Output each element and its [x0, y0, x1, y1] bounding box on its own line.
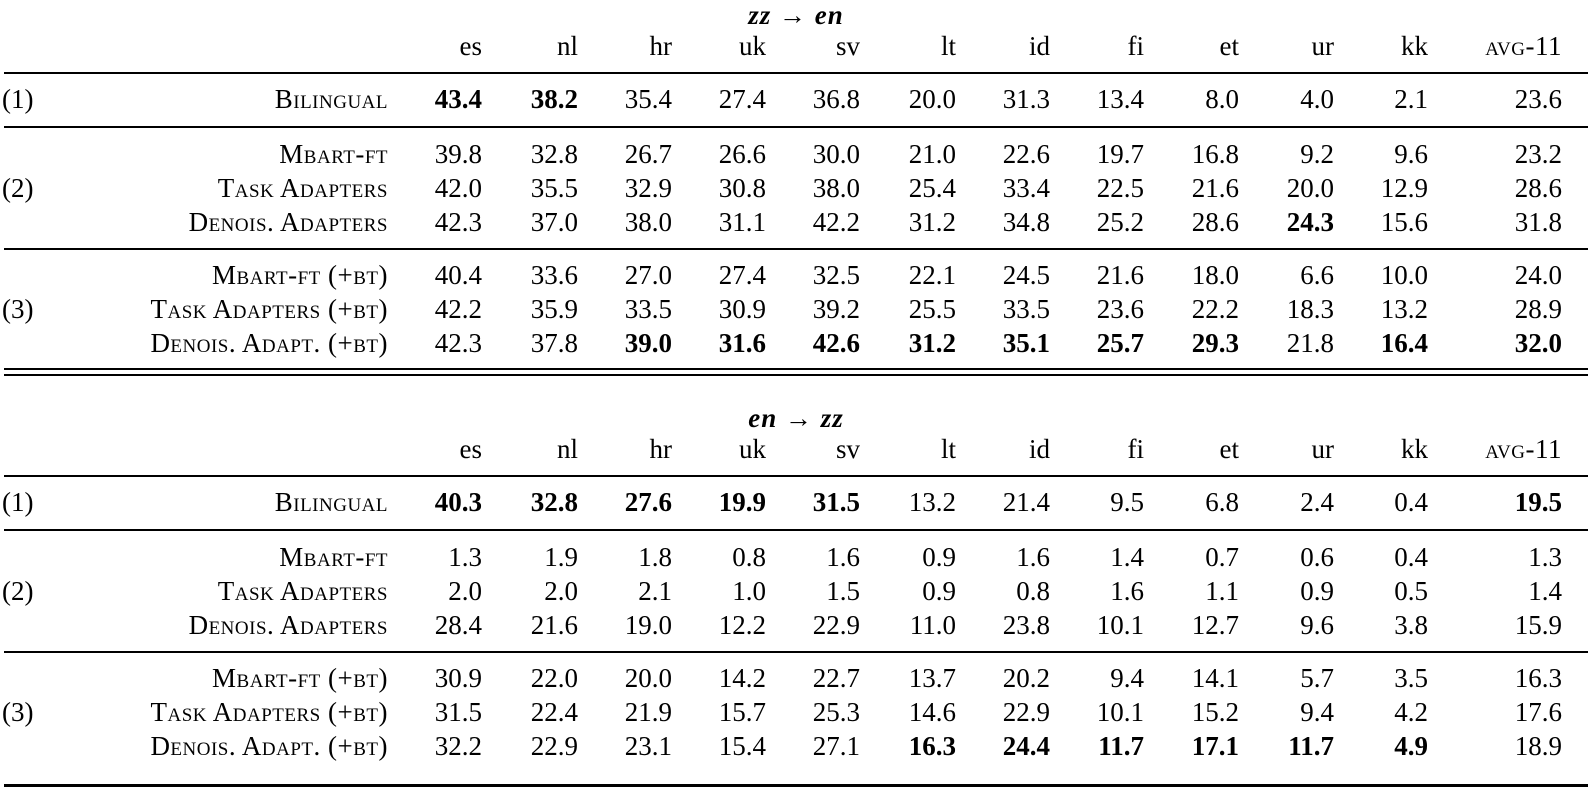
value-cell: 42.0 — [434, 173, 482, 203]
column-header: lt — [940, 434, 956, 464]
bottom-rule — [4, 784, 1588, 787]
value-cell: 39.8 — [434, 139, 482, 169]
value-cell: 0.4 — [1394, 542, 1428, 572]
group-label: (1) — [2, 84, 34, 114]
system-name: Denois. Adapt. (+bt) — [150, 731, 388, 761]
value-cell: 38.2 — [530, 84, 578, 114]
value-cell: 27.4 — [718, 260, 766, 290]
value-cell: 12.9 — [1380, 173, 1428, 203]
system-name: Denois. Adapters — [188, 207, 388, 237]
value-cell: 37.0 — [530, 207, 578, 237]
column-header: uk — [739, 31, 766, 61]
value-cell: 9.5 — [1110, 487, 1144, 517]
value-cell: 14.6 — [908, 697, 956, 727]
value-cell: 4.2 — [1394, 697, 1428, 727]
value-cell: 22.6 — [1002, 139, 1050, 169]
value-cell: 6.6 — [1300, 260, 1334, 290]
value-cell: 35.9 — [530, 294, 578, 324]
value-cell: 32.9 — [624, 173, 672, 203]
value-cell: 21.0 — [908, 139, 956, 169]
value-cell: 8.0 — [1205, 84, 1239, 114]
column-header: fi — [1127, 31, 1144, 61]
value-cell: 34.8 — [1002, 207, 1050, 237]
value-cell: 42.3 — [434, 207, 482, 237]
system-name: Task Adapters — [217, 576, 388, 606]
value-cell: 2.4 — [1300, 487, 1334, 517]
value-cell: 27.6 — [624, 487, 672, 517]
value-cell: 10.0 — [1380, 260, 1428, 290]
column-header: lt — [940, 31, 956, 61]
value-cell: 20.2 — [1002, 663, 1050, 693]
value-cell: 25.2 — [1096, 207, 1144, 237]
value-cell: 22.2 — [1191, 294, 1239, 324]
value-cell: 19.5 — [1514, 487, 1562, 517]
group-rule — [4, 126, 1588, 128]
value-cell: 1.6 — [826, 542, 860, 572]
value-cell: 9.4 — [1300, 697, 1334, 727]
group-label: (3) — [2, 294, 34, 324]
value-cell: 2.1 — [1394, 84, 1428, 114]
value-cell: 33.5 — [1002, 294, 1050, 324]
value-cell: 40.4 — [434, 260, 482, 290]
system-name: Mbart-ft — [279, 542, 388, 572]
value-cell: 10.1 — [1096, 610, 1144, 640]
value-cell: 33.6 — [530, 260, 578, 290]
value-cell: 1.8 — [638, 542, 672, 572]
value-cell: 21.6 — [530, 610, 578, 640]
system-name: Mbart-ft (+bt) — [212, 663, 388, 693]
column-header: nl — [556, 434, 578, 464]
group-label: (2) — [2, 173, 34, 203]
value-cell: 30.9 — [434, 663, 482, 693]
value-cell: 14.1 — [1191, 663, 1239, 693]
value-cell: 32.8 — [530, 487, 578, 517]
column-header: avg-11 — [1485, 434, 1562, 464]
value-cell: 37.8 — [530, 328, 578, 358]
value-cell: 0.9 — [922, 542, 956, 572]
value-cell: 1.4 — [1110, 542, 1144, 572]
value-cell: 15.9 — [1514, 610, 1562, 640]
value-cell: 25.5 — [908, 294, 956, 324]
value-cell: 19.9 — [718, 487, 766, 517]
system-name: Task Adapters (+bt) — [150, 294, 388, 324]
column-header: sv — [835, 31, 860, 61]
value-cell: 23.6 — [1514, 84, 1562, 114]
value-cell: 29.3 — [1191, 328, 1239, 358]
value-cell: 28.6 — [1191, 207, 1239, 237]
column-header: fi — [1127, 434, 1144, 464]
value-cell: 10.1 — [1096, 697, 1144, 727]
value-cell: 32.5 — [812, 260, 860, 290]
value-cell: 2.0 — [448, 576, 482, 606]
value-cell: 2.1 — [638, 576, 672, 606]
column-header: es — [459, 31, 482, 61]
value-cell: 27.4 — [718, 84, 766, 114]
value-cell: 21.6 — [1096, 260, 1144, 290]
value-cell: 3.8 — [1394, 610, 1428, 640]
value-cell: 1.1 — [1205, 576, 1239, 606]
value-cell: 31.1 — [718, 207, 766, 237]
direction-header: zz → en — [748, 0, 844, 30]
value-cell: 15.2 — [1191, 697, 1239, 727]
value-cell: 1.5 — [826, 576, 860, 606]
value-cell: 35.1 — [1002, 328, 1050, 358]
column-header: et — [1219, 434, 1239, 464]
value-cell: 23.1 — [624, 731, 672, 761]
value-cell: 32.8 — [530, 139, 578, 169]
value-cell: 1.4 — [1528, 576, 1562, 606]
value-cell: 2.0 — [544, 576, 578, 606]
value-cell: 23.2 — [1514, 139, 1562, 169]
column-header: uk — [739, 434, 766, 464]
value-cell: 14.2 — [718, 663, 766, 693]
value-cell: 25.7 — [1096, 328, 1144, 358]
value-cell: 24.4 — [1002, 731, 1050, 761]
column-header: sv — [835, 434, 860, 464]
value-cell: 4.0 — [1300, 84, 1334, 114]
value-cell: 20.0 — [1286, 173, 1334, 203]
value-cell: 18.9 — [1514, 731, 1562, 761]
value-cell: 21.6 — [1191, 173, 1239, 203]
system-name: Mbart-ft (+bt) — [212, 260, 388, 290]
value-cell: 31.5 — [434, 697, 482, 727]
value-cell: 13.7 — [908, 663, 956, 693]
value-cell: 23.6 — [1096, 294, 1144, 324]
group-label: (1) — [2, 487, 34, 517]
value-cell: 35.5 — [530, 173, 578, 203]
value-cell: 15.7 — [718, 697, 766, 727]
value-cell: 13.4 — [1096, 84, 1144, 114]
value-cell: 22.1 — [908, 260, 956, 290]
value-cell: 25.4 — [908, 173, 956, 203]
value-cell: 11.0 — [909, 610, 956, 640]
panel-separator-rule — [4, 368, 1588, 370]
value-cell: 1.0 — [732, 576, 766, 606]
panel-separator-rule — [4, 374, 1588, 376]
value-cell: 24.5 — [1002, 260, 1050, 290]
value-cell: 9.6 — [1394, 139, 1428, 169]
value-cell: 1.6 — [1016, 542, 1050, 572]
column-header: ur — [1311, 31, 1334, 61]
value-cell: 33.5 — [624, 294, 672, 324]
value-cell: 32.0 — [1514, 328, 1562, 358]
value-cell: 35.4 — [624, 84, 672, 114]
value-cell: 3.5 — [1394, 663, 1428, 693]
value-cell: 6.8 — [1205, 487, 1239, 517]
system-name: Task Adapters — [217, 173, 388, 203]
value-cell: 20.0 — [624, 663, 672, 693]
value-cell: 24.0 — [1514, 260, 1562, 290]
value-cell: 21.8 — [1286, 328, 1334, 358]
value-cell: 16.3 — [908, 731, 956, 761]
group-label: (2) — [2, 576, 34, 606]
value-cell: 39.0 — [624, 328, 672, 358]
value-cell: 5.7 — [1300, 663, 1334, 693]
group-label: (3) — [2, 697, 34, 727]
value-cell: 26.6 — [718, 139, 766, 169]
value-cell: 19.7 — [1096, 139, 1144, 169]
value-cell: 11.7 — [1288, 731, 1334, 761]
value-cell: 23.8 — [1002, 610, 1050, 640]
group-rule — [4, 651, 1588, 653]
system-name: Denois. Adapters — [188, 610, 388, 640]
value-cell: 28.4 — [434, 610, 482, 640]
value-cell: 22.9 — [1002, 697, 1050, 727]
column-header: id — [1028, 31, 1050, 61]
value-cell: 22.0 — [530, 663, 578, 693]
group-rule — [4, 529, 1588, 531]
value-cell: 1.3 — [1528, 542, 1562, 572]
value-cell: 0.5 — [1394, 576, 1428, 606]
column-header: nl — [556, 31, 578, 61]
value-cell: 1.9 — [544, 542, 578, 572]
value-cell: 20.0 — [908, 84, 956, 114]
header-rule — [4, 72, 1588, 74]
value-cell: 42.3 — [434, 328, 482, 358]
value-cell: 19.0 — [624, 610, 672, 640]
value-cell: 30.0 — [812, 139, 860, 169]
value-cell: 4.9 — [1394, 731, 1428, 761]
value-cell: 24.3 — [1286, 207, 1334, 237]
system-name: Bilingual — [274, 487, 388, 517]
value-cell: 0.9 — [1300, 576, 1334, 606]
group-rule — [4, 248, 1588, 250]
column-header: id — [1028, 434, 1050, 464]
value-cell: 22.9 — [812, 610, 860, 640]
column-header: ur — [1311, 434, 1334, 464]
system-name: Bilingual — [274, 84, 388, 114]
value-cell: 16.8 — [1191, 139, 1239, 169]
system-name: Task Adapters (+bt) — [150, 697, 388, 727]
value-cell: 30.8 — [718, 173, 766, 203]
value-cell: 22.7 — [812, 663, 860, 693]
value-cell: 27.0 — [624, 260, 672, 290]
value-cell: 22.5 — [1096, 173, 1144, 203]
value-cell: 16.4 — [1380, 328, 1428, 358]
column-header: avg-11 — [1485, 31, 1562, 61]
value-cell: 21.9 — [624, 697, 672, 727]
value-cell: 0.4 — [1394, 487, 1428, 517]
value-cell: 11.7 — [1098, 731, 1144, 761]
value-cell: 39.2 — [812, 294, 860, 324]
column-header: et — [1219, 31, 1239, 61]
value-cell: 21.4 — [1002, 487, 1050, 517]
value-cell: 13.2 — [1380, 294, 1428, 324]
value-cell: 0.6 — [1300, 542, 1334, 572]
column-header: es — [459, 434, 482, 464]
value-cell: 22.9 — [530, 731, 578, 761]
value-cell: 13.2 — [908, 487, 956, 517]
column-header: hr — [649, 31, 672, 61]
value-cell: 0.9 — [922, 576, 956, 606]
value-cell: 30.9 — [718, 294, 766, 324]
value-cell: 38.0 — [812, 173, 860, 203]
value-cell: 9.2 — [1300, 139, 1334, 169]
value-cell: 12.7 — [1191, 610, 1239, 640]
value-cell: 42.6 — [812, 328, 860, 358]
value-cell: 32.2 — [434, 731, 482, 761]
column-header: kk — [1401, 31, 1428, 61]
value-cell: 31.2 — [908, 207, 956, 237]
value-cell: 18.3 — [1286, 294, 1334, 324]
value-cell: 0.8 — [732, 542, 766, 572]
value-cell: 31.8 — [1514, 207, 1562, 237]
value-cell: 15.6 — [1380, 207, 1428, 237]
value-cell: 25.3 — [812, 697, 860, 727]
value-cell: 33.4 — [1002, 173, 1050, 203]
value-cell: 12.2 — [718, 610, 766, 640]
value-cell: 0.8 — [1016, 576, 1050, 606]
header-rule — [4, 475, 1588, 477]
system-name: Mbart-ft — [279, 139, 388, 169]
value-cell: 43.4 — [434, 84, 482, 114]
value-cell: 31.6 — [718, 328, 766, 358]
value-cell: 16.3 — [1514, 663, 1562, 693]
value-cell: 31.2 — [908, 328, 956, 358]
direction-header: en → zz — [748, 403, 844, 433]
value-cell: 18.0 — [1191, 260, 1239, 290]
value-cell: 26.7 — [624, 139, 672, 169]
value-cell: 31.5 — [812, 487, 860, 517]
value-cell: 42.2 — [812, 207, 860, 237]
value-cell: 1.3 — [448, 542, 482, 572]
value-cell: 1.6 — [1110, 576, 1144, 606]
value-cell: 31.3 — [1002, 84, 1050, 114]
value-cell: 36.8 — [812, 84, 860, 114]
column-header: kk — [1401, 434, 1428, 464]
value-cell: 40.3 — [434, 487, 482, 517]
value-cell: 27.1 — [812, 731, 860, 761]
value-cell: 22.4 — [530, 697, 578, 727]
value-cell: 9.6 — [1300, 610, 1334, 640]
value-cell: 9.4 — [1110, 663, 1144, 693]
value-cell: 17.1 — [1191, 731, 1239, 761]
column-header: hr — [649, 434, 672, 464]
value-cell: 15.4 — [718, 731, 766, 761]
value-cell: 17.6 — [1514, 697, 1562, 727]
value-cell: 28.6 — [1514, 173, 1562, 203]
value-cell: 28.9 — [1514, 294, 1562, 324]
value-cell: 0.7 — [1205, 542, 1239, 572]
value-cell: 42.2 — [434, 294, 482, 324]
value-cell: 38.0 — [624, 207, 672, 237]
system-name: Denois. Adapt. (+bt) — [150, 328, 388, 358]
